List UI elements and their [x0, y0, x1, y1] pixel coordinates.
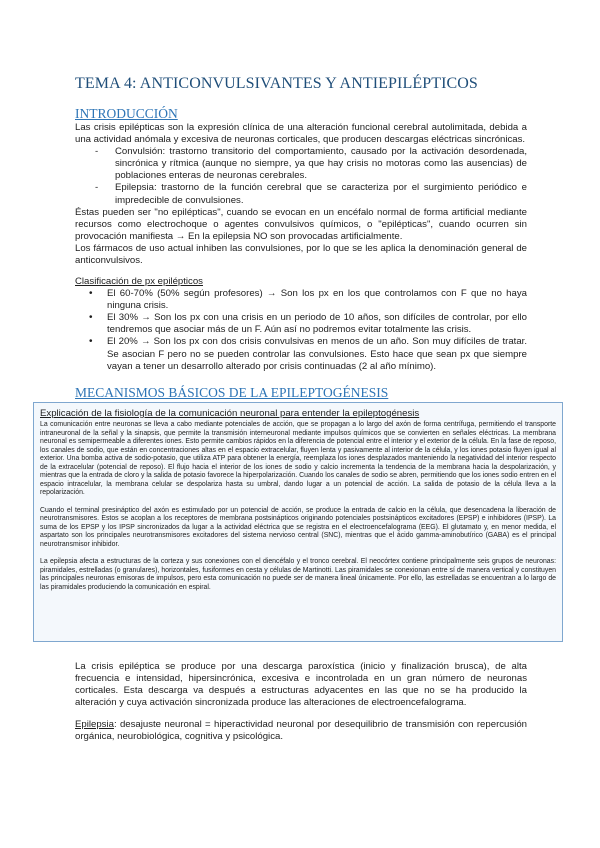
term: Convulsión: [115, 146, 163, 158]
explanation-paragraph-3: La epilepsia afecta a estructuras de la corteza y sus conexiones con el diencéfalo y el tronco cerebral. El neocórtex contiene principalmente seis grupos de neuronas: piramidales, estrelladas (o granulares), horizontales, fusiformes en cesta y células de Martinotti. Las piramidales se conexionan entre sí de manera vertical y constituyen las principales neuronas emisoras de impulsos, pero esta comunicación no puede ser de manera lineal únicamente. Por ello, las estrelladas se encuentran a lo largo de las piramidales produciendo la comunicación en espiral.: [40, 558, 556, 591]
list-item: - Convulsión: trastorno transitorio del comportamiento, causado por la activación desordenada, sincrónica y rítmica (aunque no siempre, ya que hay crisis no motoras como las ausencias) de poblaciones enteras de neuronas cerebrales.: [95, 146, 527, 182]
list-item: - Epilepsia: trastorno de la función cerebral que se caracteriza por el surgimiento periódico e impredecible de convulsiones.: [95, 182, 527, 206]
list-item: • El 60-70% (50% según profesores) → Son los px en los que controlamos con F que no haya ninguna crisis.: [75, 288, 527, 312]
explanation-box: [33, 402, 563, 642]
intro-section: [75, 122, 527, 267]
intro-heading: INTRODUCCIÓN: [75, 106, 178, 121]
explanation-heading: Explicación de la fisiología de la comunicación neuronal para entender la epileptogénesis: [40, 408, 420, 419]
mechanisms-heading: MECANISMOS BÁSICOS DE LA EPILEPTOGÉNESIS: [75, 385, 389, 400]
page-title: TEMA 4: ANTICONVULSIVANTES Y ANTIEPILÉPTICOS: [75, 75, 478, 92]
list-item: • El 20% → Son los px con dos crisis convulsivas en menos de un año. Son muy difíciles de tratar. Se asocian F pero no se pueden controlar las convulsiones. Esto hace que sean px que siempre vayan a tener un desarrollo alterado por crisis continuadas (2 al año mínimo).: [75, 336, 527, 372]
explanation-paragraph-1: La comunicación entre neuronas se lleva a cabo mediante potenciales de acción, que se propagan a lo largo del axón de forma centrífuga, permitiendo el transporte intraneuronal de la señal y la sinapsis, que permite la transmisión interneuronal mediante impulsos químicos que se convierten en señales eléctricas. La membrana neuronal es semipermeable a diferentes iones. Esto permite cambios rápidos en la diferencia de potencial entre el interior y el exterior de la célula. En la fase de reposo, los canales de sodio, que están en concentraciones altas en el espacio extracelular, fluyen lenta y pasivamente al interior de la célula, y los iones potasio fluyen igual al exterior. Una bomba activa de sodio-potasio, que utiliza ATP para obtener la energía, reemplaza los iones desplazados manteniendo la negatividad del interior respecto de la extracelular (potencial de reposo). El flujo hacia el interior de los iones de sodio y calcio incrementa la tendencia de la membrana hacia la despolarización, y mientras que la entrada de cloro y la salida de potasio favorece la hiperpolarización. Cuando los canales de sodio se abren, permitiendo que los iones sodio entren en el espacio intracelular, la membrana celular se despolariza hasta su umbral, dando lugar a un potencial de acción. La salida de potasio de la célula lleva a la repolarización.: [40, 421, 556, 496]
list-item: • El 30% → Son los px con una crisis en un periodo de 10 años, son difíciles de controlar, por ello tendremos que asociar más de un F. Aún así no podremos evitar totalmente las crisis.: [75, 312, 527, 336]
classification-section: [75, 276, 527, 373]
classification-heading: Clasificación de px epilépticos: [75, 276, 203, 287]
definition-term: Epilepsia: [75, 719, 114, 731]
intro-paragraph-2: Éstas pueden ser "no epilépticas", cuando se evocan en un encéfalo normal de forma artificial mediante recursos como electrochoque o agentes convulsivos químicos, o "epilépticas", cuando ocurren sin provocación manifiesta → En la epilepsia NO son provocadas artificialmente.: [75, 206, 527, 242]
classification-list: [75, 288, 527, 373]
explanation-paragraph-2: Cuando el terminal presináptico del axón es estimulado por un potencial de acción, se produce la entrada de calcio en la célula, que desencadena la liberación de neurotransmisores. Estos se acoplan a los receptores de membrana postsinápticos originando potenciales postsinápticos excitadores (EPSP) e inhibidores (IPSP). La suma de los EPSP y los IPSP sincronizados da lugar a la actividad eléctrica que se registra en el electroencefalograma (EEG). El glutamato y, en menor medida, el aspartato son los principales neurotransmisores excitadores del sistema nervioso central (SNC), mientras que el ácido gamma-aminobutírico (GABA) es el principal neurotransmisor inhibidor.: [40, 506, 556, 548]
seizure-types-list: [75, 146, 527, 206]
intro-paragraph-1: Las crisis epilépticas son la expresión clínica de una alteración funcional cerebral autolimitada, debida a una actividad anómala y excesiva de neuronas corticales, que producen descargas eléctricas sincrónicas.: [75, 122, 527, 146]
mechanisms-section: [75, 661, 527, 744]
mechanisms-paragraph: La crisis epiléptica se produce por una descarga paroxística (inicio y finalización brusca), de alta frecuencia e intensidad, hipersincrónica, excesiva e incontrolada en un gran número de neuronas corticales. Esta descarga va después a estructuras adyacentes en las que no se ha producido la alteración y cuya activación sincronizada produce las alteraciones de electroencefalograma.: [75, 661, 527, 709]
intro-paragraph-3: Los fármacos de uso actual inhiben las convulsiones, por lo que se les aplica la denominación general de anticonvulsivos.: [75, 242, 527, 267]
epilepsy-definition: Epilepsia: desajuste neuronal = hiperactividad neuronal por desequilibrio de transmisión con repercusión orgánica, neurobiológica, cognitiva y psicológica.: [75, 719, 527, 743]
term: Epilepsia: [115, 182, 154, 194]
